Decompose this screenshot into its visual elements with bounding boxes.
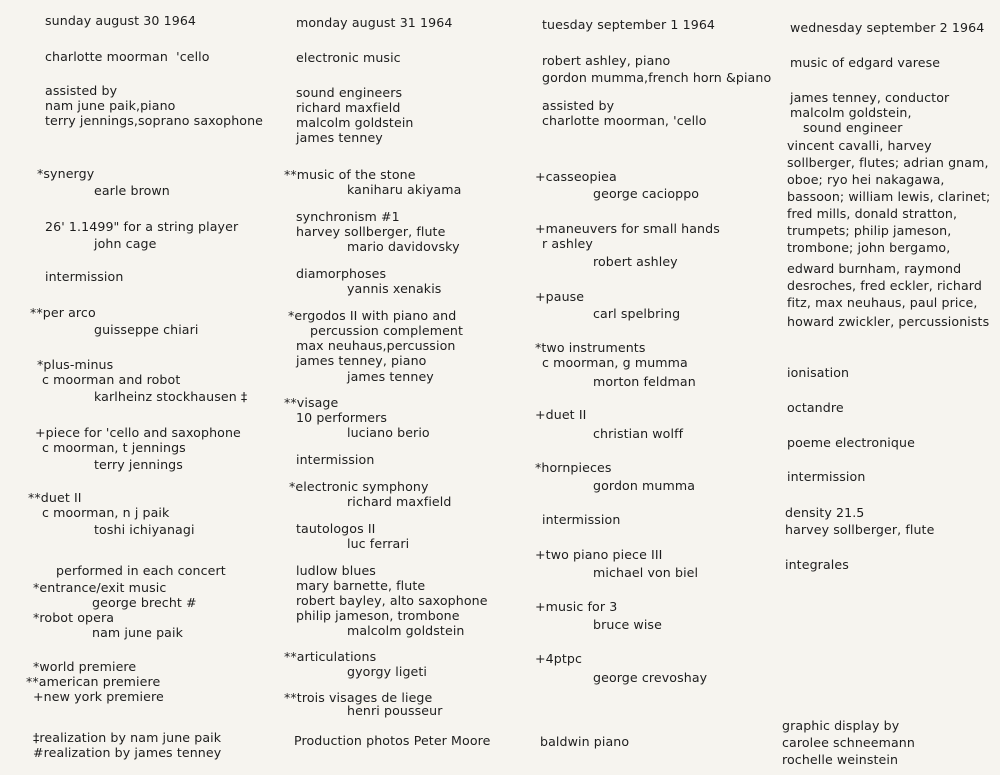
composer-name: george brecht # bbox=[92, 595, 197, 610]
composer-name: gordon mumma bbox=[593, 478, 696, 493]
credits-line: harvey sollberger, flute bbox=[296, 224, 446, 239]
composer-name: john cage bbox=[94, 236, 157, 251]
piece-title: +4ptpc bbox=[535, 651, 583, 666]
legend-line: +new york premiere bbox=[33, 689, 164, 704]
piece-title: +music for 3 bbox=[535, 599, 618, 614]
credits-line: nam june paik,piano bbox=[45, 98, 176, 113]
credits-line: 10 performers bbox=[296, 410, 388, 425]
credits-line: bassoon; william lewis, clarinet; bbox=[787, 189, 991, 204]
piece-title: *ergodos II with piano and bbox=[288, 308, 457, 323]
day-heading: wednesday september 2 1964 bbox=[790, 20, 985, 35]
credits-line: fitz, max neuhaus, paul price, bbox=[787, 295, 978, 310]
piece-title: tautologos II bbox=[296, 521, 376, 536]
composer-name: bruce wise bbox=[593, 617, 662, 632]
composer-name: luc ferrari bbox=[347, 536, 410, 551]
photo-credit: Production photos Peter Moore bbox=[294, 733, 491, 748]
piece-title: **articulations bbox=[284, 649, 377, 664]
credits-line: trombone; john bergamo, bbox=[787, 240, 951, 255]
composer-name: mario davidovsky bbox=[347, 239, 460, 254]
piece-title: integrales bbox=[785, 557, 849, 572]
display-credit: rochelle weinstein bbox=[782, 752, 899, 767]
footnote-line: ‡realization by nam june paik bbox=[33, 730, 222, 745]
piece-title: poeme electronique bbox=[787, 435, 915, 450]
credits-line: assisted by bbox=[45, 83, 118, 98]
credits-line: assisted by bbox=[542, 98, 615, 113]
credits-line: fred mills, donald stratton, bbox=[787, 206, 958, 221]
credits-line: sound engineers bbox=[296, 85, 403, 100]
piece-title: octandre bbox=[787, 400, 844, 415]
composer-name: george cacioppo bbox=[593, 186, 700, 201]
piece-title: synchronism #1 bbox=[296, 209, 400, 224]
footnote-line: #realization by james tenney bbox=[33, 745, 222, 760]
credits-line: max neuhaus,percussion bbox=[296, 338, 456, 353]
credits-line: robert bayley, alto saxophone bbox=[296, 593, 488, 608]
piece-title: 26' 1.1499" for a string player bbox=[45, 219, 239, 234]
section-note: performed in each concert bbox=[56, 563, 226, 578]
composer-name: george crevoshay bbox=[593, 670, 708, 685]
credits-line: sound engineer bbox=[803, 120, 903, 135]
composer-name: luciano berio bbox=[347, 425, 430, 440]
piece-title: +casseopiea bbox=[535, 169, 617, 184]
piece-title: *plus-minus bbox=[37, 357, 114, 372]
piece-title: **music of the stone bbox=[284, 167, 416, 182]
piece-title: percussion complement bbox=[310, 323, 464, 338]
piece-title: ludlow blues bbox=[296, 563, 376, 578]
intermission-line: intermission bbox=[787, 469, 866, 484]
sponsor-credit: baldwin piano bbox=[540, 734, 630, 749]
intermission-line: intermission bbox=[296, 452, 375, 467]
credits-line: malcolm goldstein, bbox=[790, 105, 912, 120]
composer-name: morton feldman bbox=[593, 374, 696, 389]
display-credit: graphic display by bbox=[782, 718, 900, 733]
composer-name: michael von biel bbox=[593, 565, 699, 580]
performer-line: charlotte moorman 'cello bbox=[45, 49, 210, 64]
piece-title: density 21.5 bbox=[785, 505, 865, 520]
credits-line: edward burnham, raymond bbox=[787, 261, 962, 276]
composer-name: terry jennings bbox=[94, 457, 183, 472]
credits-line: mary barnette, flute bbox=[296, 578, 426, 593]
piece-title: *robot opera bbox=[33, 610, 115, 625]
credits-line: charlotte moorman, 'cello bbox=[542, 113, 707, 128]
legend-line: **american premiere bbox=[26, 674, 161, 689]
credits-line: vincent cavalli, harvey bbox=[787, 138, 932, 153]
piece-title: +piece for 'cello and saxophone bbox=[35, 425, 241, 440]
credits-line: malcolm goldstein bbox=[296, 115, 414, 130]
composer-name: richard maxfield bbox=[347, 494, 452, 509]
composer-name: robert ashley bbox=[593, 254, 678, 269]
credits-line: desroches, fred eckler, richard bbox=[787, 278, 982, 293]
credits-line: trumpets; philip jameson, bbox=[787, 223, 952, 238]
composer-name: yannis xenakis bbox=[347, 281, 442, 296]
credits-line: c moorman and robot bbox=[42, 372, 181, 387]
credits-line: james tenney, conductor bbox=[790, 90, 950, 105]
composer-name: carl spelbring bbox=[593, 306, 681, 321]
performer-line: robert ashley, piano bbox=[542, 53, 671, 68]
display-credit: carolee schneemann bbox=[782, 735, 915, 750]
composer-name: christian wolff bbox=[593, 426, 684, 441]
day-heading: tuesday september 1 1964 bbox=[542, 17, 716, 32]
credits-line: c moorman, g mumma bbox=[542, 355, 688, 370]
piece-title: **duet II bbox=[28, 490, 82, 505]
credits-line: richard maxfield bbox=[296, 100, 401, 115]
credits-line: oboe; ryo hei nakagawa, bbox=[787, 172, 945, 187]
credits-line: c moorman, t jennings bbox=[42, 440, 186, 455]
composer-name: karlheinz stockhausen ‡ bbox=[94, 389, 248, 404]
composer-name: james tenney bbox=[347, 369, 434, 384]
day-heading: sunday august 30 1964 bbox=[45, 13, 197, 28]
credits-line: harvey sollberger, flute bbox=[785, 522, 935, 537]
composer-name: toshi ichiyanagi bbox=[94, 522, 195, 537]
piece-title: **visage bbox=[284, 395, 339, 410]
piece-title: *two instruments bbox=[535, 340, 646, 355]
composer-name: malcolm goldstein bbox=[347, 623, 465, 638]
piece-title: +duet II bbox=[535, 407, 587, 422]
credits-line: c moorman, n j paik bbox=[42, 505, 170, 520]
composer-name: henri pousseur bbox=[347, 703, 443, 718]
credits-line: james tenney, piano bbox=[296, 353, 427, 368]
piece-title: +pause bbox=[535, 289, 585, 304]
credits-line: howard zwickler, percussionists bbox=[787, 314, 990, 329]
credits-line: r ashley bbox=[542, 236, 593, 251]
performer-line: gordon mumma,french horn &piano bbox=[542, 70, 772, 85]
piece-title: **trois visages de liege bbox=[284, 690, 433, 705]
performer-line: music of edgard varese bbox=[790, 55, 941, 70]
piece-title: diamorphoses bbox=[296, 266, 387, 281]
composer-name: nam june paik bbox=[92, 625, 183, 640]
performer-line: electronic music bbox=[296, 50, 401, 65]
composer-name: guisseppe chiari bbox=[94, 322, 199, 337]
piece-title: ionisation bbox=[787, 365, 850, 380]
piece-title: +maneuvers for small hands bbox=[535, 221, 720, 236]
composer-name: gyorgy ligeti bbox=[347, 664, 428, 679]
composer-name: earle brown bbox=[94, 183, 170, 198]
piece-title: *electronic symphony bbox=[289, 479, 429, 494]
composer-name: kaniharu akiyama bbox=[347, 182, 462, 197]
intermission-line: intermission bbox=[45, 269, 124, 284]
credits-line: sollberger, flutes; adrian gnam, bbox=[787, 155, 989, 170]
legend-line: *world premiere bbox=[33, 659, 137, 674]
credits-line: james tenney bbox=[296, 130, 383, 145]
piece-title: **per arco bbox=[30, 305, 96, 320]
credits-line: terry jennings,soprano saxophone bbox=[45, 113, 264, 128]
piece-title: +two piano piece III bbox=[535, 547, 663, 562]
piece-title: *hornpieces bbox=[535, 460, 612, 475]
day-heading: monday august 31 1964 bbox=[296, 15, 453, 30]
piece-title: *entrance/exit music bbox=[33, 580, 167, 595]
credits-line: philip jameson, trombone bbox=[296, 608, 460, 623]
intermission-line: intermission bbox=[542, 512, 621, 527]
piece-title: *synergy bbox=[37, 166, 95, 181]
